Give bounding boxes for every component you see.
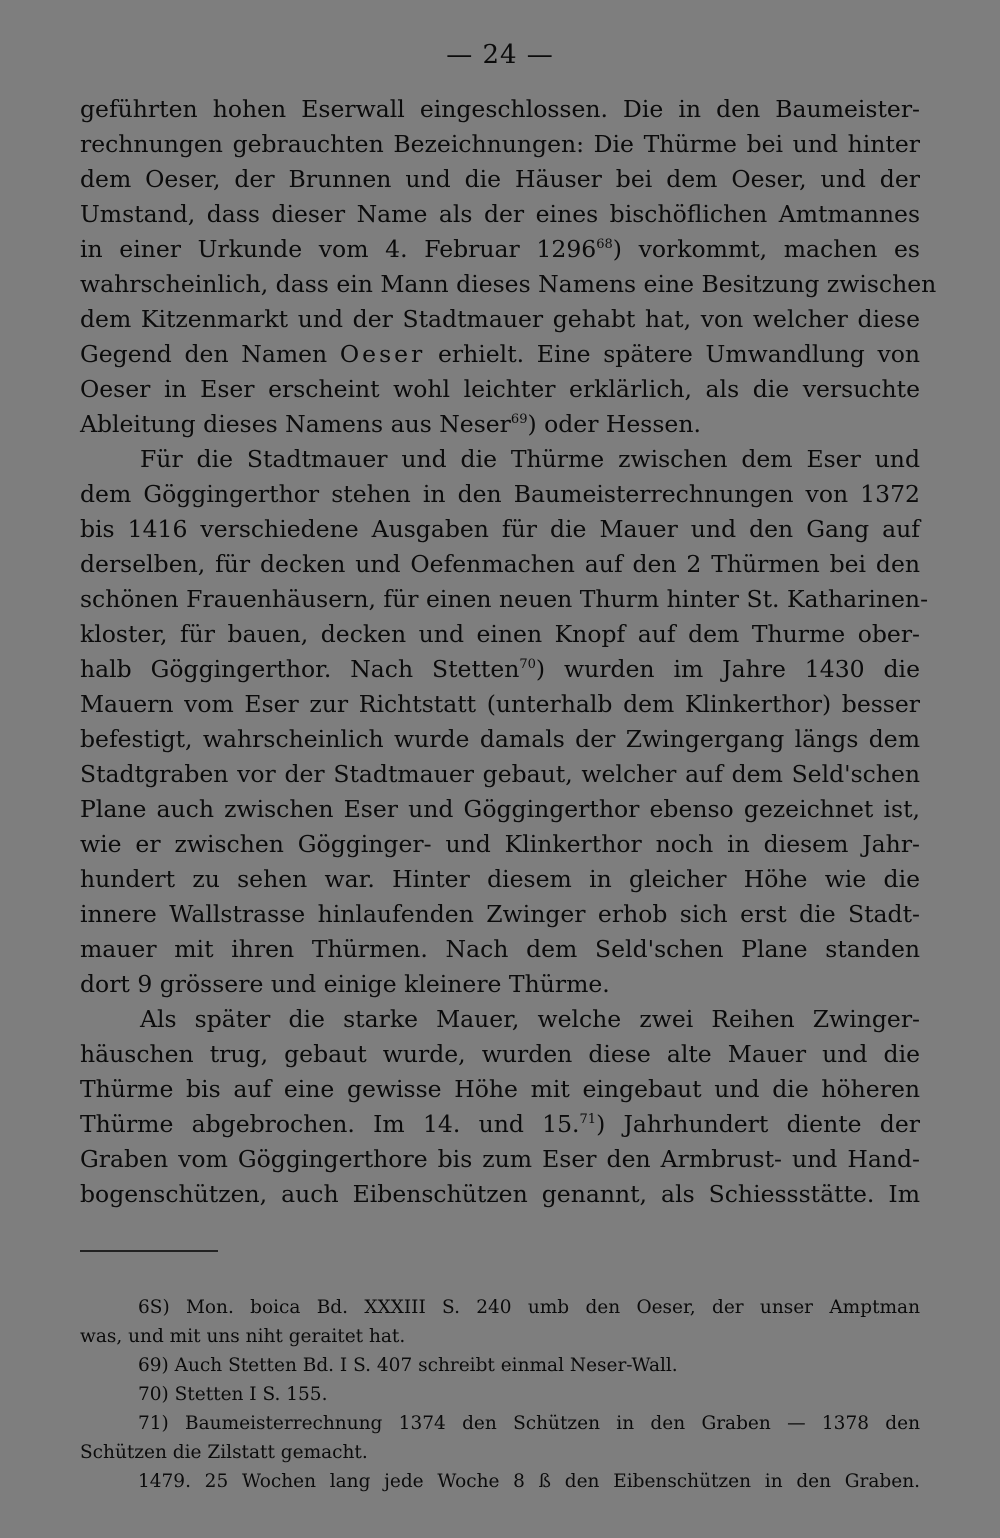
text-line: bis 1416 verschiedene Ausgaben für die Mauer und den Gang auf [80, 515, 920, 543]
text-line: Für die Stadtmauer und die Thürme zwischen dem Eser und [140, 445, 920, 473]
footnote-line: 70) Stetten I S. 155. [138, 1384, 328, 1405]
text-run: in einer Urkunde vom 4. Februar 1296 [80, 235, 597, 263]
text-line [80, 1107, 920, 1142]
text-line: häuschen trug, gebaut wurde, wurden diese alte Mauer und die [80, 1040, 920, 1068]
text-line: Graben vom Göggingerthore bis zum Eser den Armbrust- und Hand- [80, 1145, 920, 1173]
footnote-line: 1479. 25 Wochen lang jede Woche 8 ß den Eibenschützen in den Graben. [138, 1471, 920, 1492]
emphasized-word: Oeser [339, 340, 426, 368]
text-run: ) oder Hessen. [527, 410, 701, 438]
text-line: Stadtgraben vor der Stadtmauer gebaut, welcher auf dem Seld'schen [80, 760, 920, 788]
footnote-line: 69) Auch Stetten Bd. I S. 407 schreibt einmal Neser-Wall. [138, 1355, 678, 1376]
footnote-line: was, und mit uns niht geraitet hat. [80, 1326, 406, 1347]
text-line: dem Göggingerthor stehen in den Baumeisterrechnungen von 1372 [80, 480, 920, 508]
text-line: Oeser in Eser erscheint wohl leichter erklärlich, als die versuchte [80, 375, 920, 403]
text-run: Gegend den Namen [80, 340, 340, 368]
text-line [80, 652, 920, 687]
footnotes [80, 1293, 920, 1496]
footnote-line: 6S) Mon. boica Bd. XXXIII S. 240 umb den Oeser, der unser Amptman [138, 1297, 920, 1318]
text-line: hundert zu sehen war. Hinter diesem in gleicher Höhe wie die [80, 865, 920, 893]
footnote-line: Schützen die Zilstatt gemacht. [80, 1442, 368, 1463]
text-line: Mauern vom Eser zur Richtstatt (unterhalb dem Klinkerthor) besser [80, 690, 920, 718]
text-line: schönen Frauenhäusern, für einen neuen Thurm hinter St. Katharinen- [80, 585, 929, 613]
text-run: ) vorkommt, machen es [612, 235, 920, 263]
text-line: Als später die starke Mauer, welche zwei Reihen Zwinger- [140, 1005, 920, 1033]
text-line: wahrscheinlich, dass ein Mann dieses Namens eine Besitzung zwischen [80, 270, 937, 298]
text-line: Umstand, dass dieser Name als der eines bischöflichen Amtmannes [80, 200, 920, 228]
text-line [80, 337, 920, 372]
text-run: halb Göggingerthor. Nach Stetten [80, 655, 520, 683]
footnote-ref-71: 71 [579, 1112, 597, 1127]
text-line: innere Wallstrasse hinlaufenden Zwinger erhob sich erst die Stadt- [80, 900, 920, 928]
text-line: Thürme bis auf eine gewisse Höhe mit eingebaut und die höheren [80, 1075, 920, 1103]
text-line: bogenschützen, auch Eibenschützen genannt, als Schiessstätte. Im [80, 1180, 920, 1208]
text-line: wie er zwischen Gögginger- und Klinkerthor noch in diesem Jahr- [80, 830, 920, 858]
text-line: kloster, für bauen, decken und einen Knopf auf dem Thurme ober- [80, 620, 920, 648]
text-run: Thürme abgebrochen. Im 14. und 15. [80, 1110, 580, 1138]
footnote-ref-70: 70 [519, 657, 536, 672]
page-number: — 24 — [446, 40, 554, 70]
footnote-line: 71) Baumeisterrechnung 1374 den Schützen in den Graben — 1378 den [138, 1413, 920, 1434]
text-line: dort 9 grössere und einige kleinere Thürme. [80, 970, 610, 998]
text-line: Plane auch zwischen Eser und Göggingerthor ebenso gezeichnet ist, [80, 795, 920, 823]
text-line: befestigt, wahrscheinlich wurde damals der Zwingergang längs dem [80, 725, 920, 753]
body-text [80, 92, 937, 1212]
text-line: geführten hohen Eserwall eingeschlossen. Die in den Baumeister- [80, 95, 920, 123]
text-run: erhielt. Eine spätere Umwandlung von [425, 340, 921, 368]
text-run: ) wurden im Jahre 1430 die [535, 655, 920, 683]
footnote-divider [80, 1250, 218, 1252]
text-line: dem Kitzenmarkt und der Stadtmauer gehabt hat, von welcher diese [80, 305, 920, 333]
text-line: rechnungen gebrauchten Bezeichnungen: Die Thürme bei und hinter [80, 130, 920, 158]
text-line: mauer mit ihren Thürmen. Nach dem Seld'schen Plane standen [80, 935, 920, 963]
text-line [80, 407, 920, 442]
footnote-ref-69: 69 [510, 412, 528, 427]
text-line [80, 232, 920, 267]
text-run: ) Jahrhundert diente der [596, 1110, 920, 1138]
text-run: Ableitung dieses Namens aus Neser [80, 410, 511, 438]
text-line: derselben, für decken und Oefenmachen auf den 2 Thürmen bei den [80, 550, 920, 578]
footnote-ref-68: 68 [596, 237, 613, 252]
text-line: dem Oeser, der Brunnen und die Häuser bei dem Oeser, und der [80, 165, 920, 193]
